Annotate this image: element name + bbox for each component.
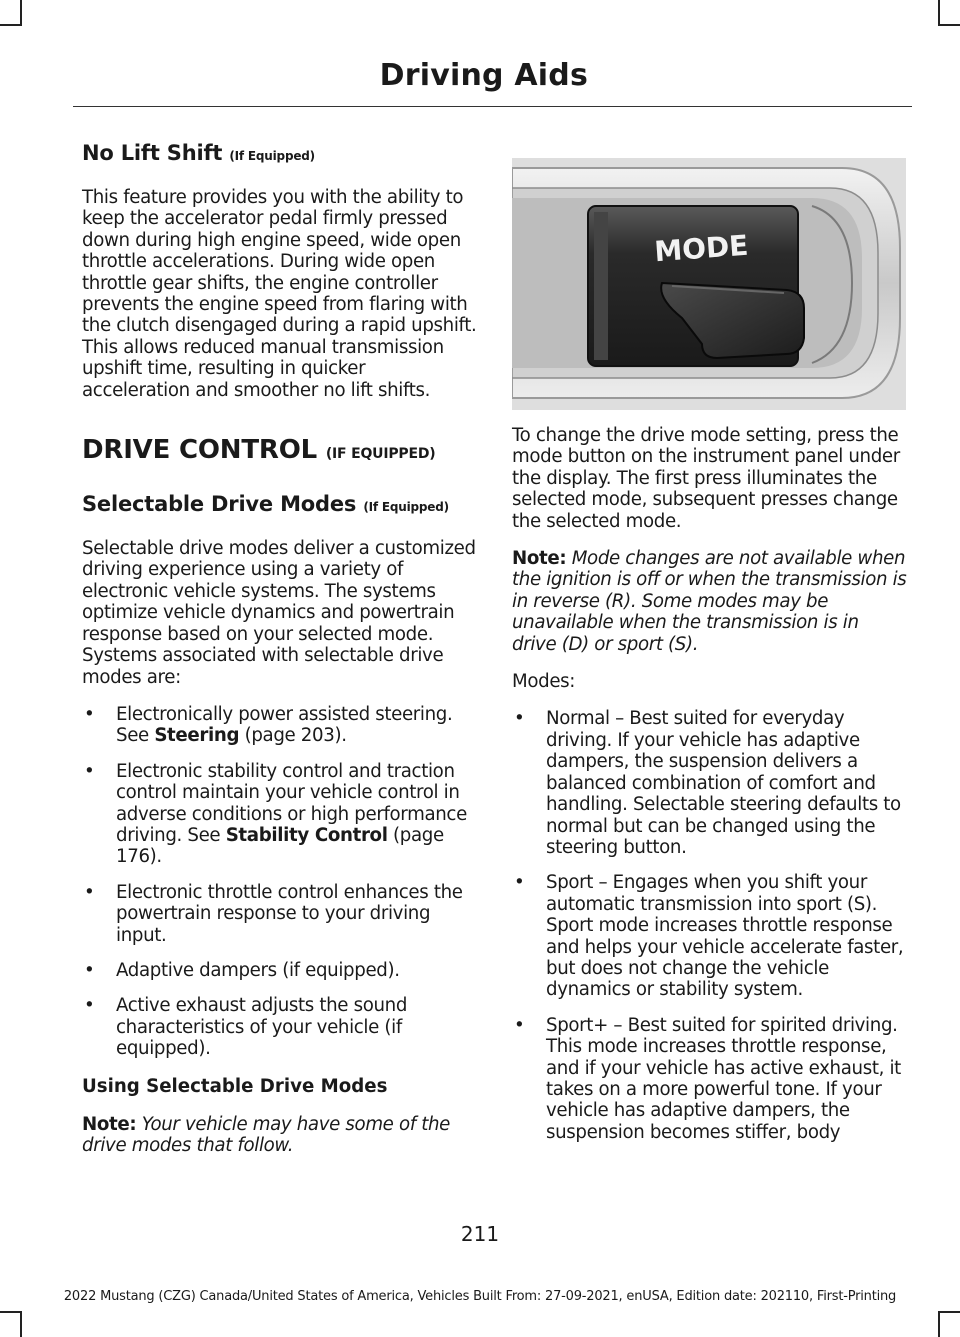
modes-label: Modes: [512,671,576,693]
mode-button-svg [512,158,906,410]
note-label: Note: [512,548,567,570]
crop-mark-top-right-h [938,24,960,26]
no-lift-shift-suffix: (If Equipped) [229,149,315,163]
page-number: 211 [460,1222,500,1246]
page-title: Driving Aids [379,58,588,93]
list-item-text: Electronically power assisted steering. See [116,703,453,747]
list-item-text: Active exhaust adjusts the sound characteristics of your vehicle (if equipped). [116,995,408,1060]
using-drive-modes-heading: Using Selectable Drive Modes [82,1075,388,1097]
note-label: Note: [82,1113,137,1135]
crop-mark-bottom-right [938,1311,940,1337]
list-item: • Electronic stability control and traction control maintain your vehicle control in adverse conditions or high performance driving. See Stability Control (page 176). [84,760,467,868]
list-item: • Sport – Engages when you shift your automatic transmission into sport (S). Sport mode increases throttle response and helps your vehicle accelerate faster, but does not change the vehicle dynamics or stability system. [514,872,904,1001]
crop-mark-top-left [20,0,22,26]
no-lift-shift-body: This feature provides you with the ability to keep the accelerator pedal firmly pressed down during high engine speed, wide open throttle accelerations. During wide open throttle gear shifts, the engine controller prevents the engine speed from flaring with the clutch disengaged during a rapid upshift. This allows reduced manual transmission upshift time, resulting in quicker acceleration and smoother no lift shifts. [82,187,477,401]
list-item-text: Normal – Best suited for everyday driving. If your vehicle has adaptive dampers, the suspension delivers a balanced combination of comfort and handling. Selectable steering defaults to normal but can be changed using the steering button. [546,708,901,858]
no-lift-shift-heading [82,140,478,169]
drive-control-suffix: (IF EQUIPPED) [325,446,436,463]
steering-link[interactable]: Steering [154,725,240,747]
no-lift-shift-title: No Lift Shift [82,141,223,165]
footer-text: 2022 Mustang (CZG) Canada/United States of America, Vehicles Built From: 27-09-2021, enUSA, Edition date: 202110, First-Printing [63,1289,897,1304]
crop-mark-bottom-right-h [938,1311,960,1313]
selectable-drive-modes-heading [82,491,478,520]
note-text: Your vehicle may have some of the drive modes that follow. [82,1113,451,1156]
list-item-text: Sport+ – Best suited for spirited driving. This mode increases throttle response, and if your vehicle has active exhaust, it takes on a more powerful tone. If your vehicle has adaptive dampers, the suspension becomes stiffer, body [546,1014,901,1143]
list-item-page-ref: (page 203). [239,725,347,747]
crop-mark-bottom-left [20,1311,22,1337]
systems-list [82,704,478,1060]
drive-control-title: DRIVE CONTROL [82,435,317,466]
crop-mark-bottom-left-h [0,1311,22,1313]
mode-button-illustration [512,158,906,410]
list-item: • Normal – Best suited for everyday driving. If your vehicle has adaptive dampers, the suspension delivers a balanced combination of comfort and handling. Selectable steering defaults to normal but can be changed using the steering button. [514,708,901,858]
list-item: • Adaptive dampers (if equipped). [84,959,400,981]
note-text: Mode changes are not available when the ignition is off or when the transmission is in reverse (R). Some modes may be unavailable when the transmission is in drive (D) or sport (S). [512,548,907,655]
list-item-text: Electronic throttle control enhances the powertrain response to your driving input. [116,881,463,946]
selectable-drive-modes-title: Selectable Drive Modes [82,492,357,517]
list-item-page-ref: (page 176). [116,824,444,868]
using-drive-modes-note [82,1114,478,1157]
mode-label: MODE [653,228,750,269]
list-item-text: Sport – Engages when you shift your automatic transmission into sport (S). Sport mode increases throttle response and helps your vehicle accelerate faster, but does not change the vehicle dynamics or stability system. [546,872,904,1001]
selectable-drive-modes-suffix: (If Equipped) [363,500,449,515]
list-item: • Electronically power assisted steering. See Steering (page 203). [84,703,453,747]
drive-control-heading [82,435,478,469]
list-item: • Sport+ – Best suited for spirited driving. This mode increases throttle response, and if your vehicle has active exhaust, it takes on a more powerful tone. If your vehicle has adaptive dampers, the suspension becomes stiffer, body [514,1014,901,1143]
drive-mode-note [512,548,908,655]
crop-mark-top-left-h [0,24,22,26]
modes-list [512,708,908,1143]
selectable-drive-modes-body: Selectable drive modes deliver a customized driving experience using a variety of electronic vehicle systems. The systems optimize vehicle dynamics and powertrain response based on your selected mode. Systems associated with selectable drive modes are: [82,538,476,688]
drive-mode-instructions: To change the drive mode setting, press the mode button on the instrument panel under the display. The first press illuminates the selected mode, subsequent presses change the selected mode. [512,425,900,532]
stability-control-link[interactable]: Stability Control [225,824,388,846]
list-item-text: Adaptive dampers (if equipped). [116,959,400,981]
list-item: • Electronic throttle control enhances the powertrain response to your driving input. [84,881,463,946]
left-column [82,140,478,1172]
right-column [512,425,908,1159]
crop-mark-top-right [938,0,940,26]
list-item-text: Electronic stability control and traction control maintain your vehicle control in adverse conditions or high performance driving. See [116,760,467,846]
list-item: • Active exhaust adjusts the sound characteristics of your vehicle (if equipped). [84,995,408,1060]
header-divider [73,106,912,107]
